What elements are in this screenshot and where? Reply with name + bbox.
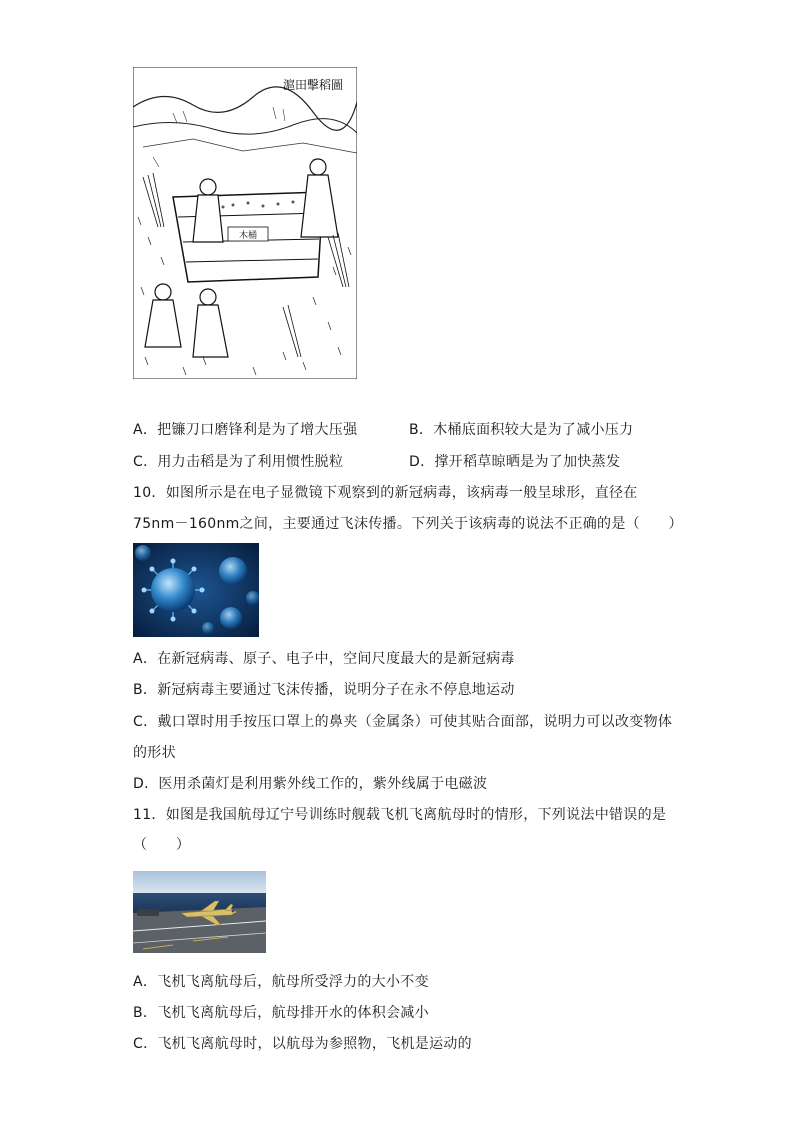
tub-label: 木桶 — [238, 231, 258, 241]
q11-stem-line-1: 11．如图是我国航母辽宁号训练时舰载飞机飞离航母时的情形，下列说法中错误的是 — [133, 807, 667, 823]
q11-option-b: B．飞机飞离航母后，航母排开水的体积会减小 — [133, 1005, 429, 1021]
q9-option-a: A．把镰刀口磨锋利是为了增大压强 — [133, 422, 358, 438]
q11-option-c: C．飞机飞离航母时，以航母为参照物，飞机是运动的 — [133, 1036, 472, 1052]
q9-option-b: B．木桶底面积较大是为了减小压力 — [409, 422, 634, 438]
q10-option-c-continued: 的形状 — [133, 745, 176, 761]
q10-option-b: B．新冠病毒主要通过飞沫传播，说明分子在永不停息地运动 — [133, 682, 515, 698]
threshing-woodcut-figure — [133, 67, 357, 379]
q10-option-d: D．医用杀菌灯是利用紫外线工作的，紫外线属于电磁波 — [133, 776, 488, 792]
q10-stem-line-1: 10．如图所示是在电子显微镜下观察到的新冠病毒，该病毒一般呈球形，直径在 — [133, 485, 638, 501]
q9-option-c: C．用力击稻是为了利用惯性脱粒 — [133, 454, 344, 470]
q10-stem-line-2: 75nm－160nm之间，主要通过飞沫传播。下列关于该病毒的说法不正确的是（ ） — [133, 516, 683, 532]
q10-option-a: A．在新冠病毒、原子、电子中，空间尺度最大的是新冠病毒 — [133, 651, 515, 667]
q11-stem-line-2: （ ） — [133, 837, 191, 853]
figure-title: 滬田擊稻圖 — [282, 78, 344, 92]
q11-option-a: A．飞机飞离航母后，航母所受浮力的大小不变 — [133, 974, 429, 990]
coronavirus-figure — [133, 543, 259, 637]
aircraft-carrier-figure — [133, 871, 266, 953]
q10-option-c: C．戴口罩时用手按压口罩上的鼻夹（金属条）可使其贴合面部，说明力可以改变物体 — [133, 714, 673, 730]
q9-option-d: D．撑开稻草晾晒是为了加快蒸发 — [409, 454, 621, 470]
